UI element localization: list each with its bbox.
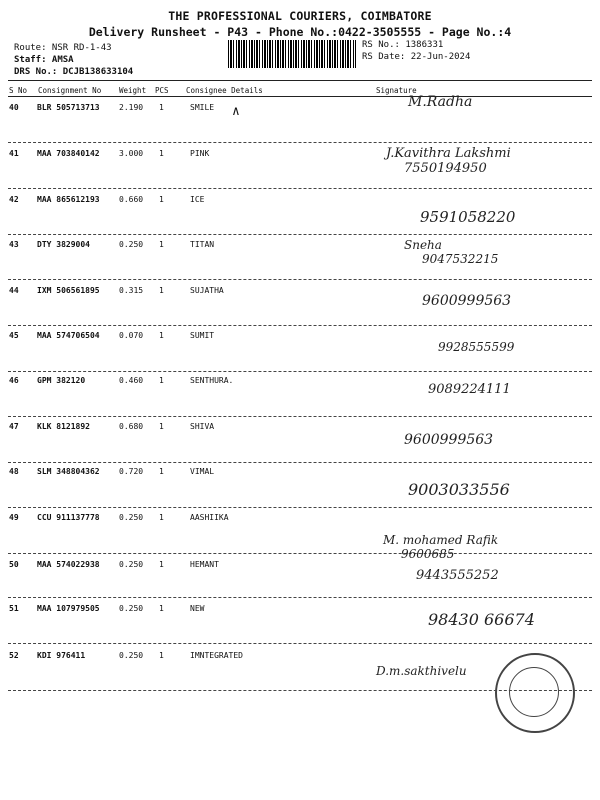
signature-phone: 9928555599 [438,340,515,354]
signature-phone: 9600999563 [422,293,512,309]
row-pcs: 1 [159,651,164,660]
row-sno: 50 [9,560,19,569]
table-row [0,467,600,511]
row-consignment: MAA 574022938 [37,560,100,569]
row-weight: 0.250 [119,240,144,249]
row-weight: 0.720 [119,467,144,476]
table-top-border [8,80,592,81]
row-weight: 0.250 [119,651,144,660]
row-consignment: KDI 976411 [37,651,86,660]
signature-phone: 98430 66674 [428,610,535,629]
row-sno: 43 [9,240,19,249]
table-row [0,422,600,466]
handwritten-signature [376,664,467,678]
row-weight: 0.460 [119,376,144,385]
signature-phone: 9089224111 [428,382,511,397]
row-pcs: 1 [159,467,164,476]
row-pcs: 1 [159,376,164,385]
signature-phone: 7550194950 [404,161,487,176]
row-separator [8,279,592,280]
row-sno: 45 [9,331,19,340]
row-weight: 0.250 [119,513,144,522]
runsheet-subtitle: Delivery Runsheet - P43 - Phone No.:0422-3505555 - Page No.:4 [88,25,512,39]
row-consignment: MAA 865612193 [37,195,100,204]
col-weight: Weight [119,86,147,95]
row-pcs: 1 [159,103,164,112]
row-consignment: MAA 703840142 [37,149,100,158]
row-pcs: 1 [159,604,164,613]
signature-name: J.Kavithra Lakshmi [386,146,511,161]
row-pcs: 1 [159,422,164,431]
row-consignee: SHIVA [190,422,215,431]
signature-phone: 9600685 [401,547,455,561]
row-consignment: IXM 506561895 [37,286,100,295]
row-consignment: MAA 107979505 [37,604,100,613]
row-consignment: MAA 574706504 [37,331,100,340]
row-consignee: PINK [190,149,210,158]
row-sno: 41 [9,149,19,158]
handwritten-signature [410,382,511,397]
col-consignment: Consignment No [38,86,102,95]
row-consignee: ICE [190,195,205,204]
row-pcs: 1 [159,331,164,340]
signature-phone: 9047532215 [422,252,499,266]
row-sno: 47 [9,422,19,431]
row-pcs: 1 [159,195,164,204]
row-sno: 51 [9,604,19,613]
handwritten-signature [390,480,510,499]
row-consignment: KLK 8121892 [37,422,90,431]
row-pcs: 1 [159,513,164,522]
row-consignee: VIMAL [190,467,215,476]
row-separator [8,507,592,508]
row-separator [8,325,592,326]
handwritten-signature [404,293,511,309]
row-consignee: SUJATHA [190,286,224,295]
row-consignee: IMNTEGRATED [190,651,243,660]
signature-phone: 9003033556 [408,480,510,499]
row-sno: 42 [9,195,19,204]
row-sno: 40 [9,103,19,112]
row-separator [8,553,592,554]
row-consignee: SUMIT [190,331,215,340]
row-consignee: SMILE [190,103,215,112]
row-sno: 48 [9,467,19,476]
table-row [0,513,600,557]
pen-mark: ∧ [232,104,240,119]
row-sno: 46 [9,376,19,385]
row-consignment: BLR 505713713 [37,103,100,112]
row-consignee: HEMANT [190,560,219,569]
row-separator [8,597,592,598]
row-sno: 44 [9,286,19,295]
barcode [228,40,356,68]
col-sno: S No [9,86,28,95]
signature-name: Sneha [404,238,442,252]
row-consignment: CCU 911137778 [37,513,100,522]
handwritten-signature [404,238,498,266]
rs-date: RS Date: 22-Jun-2024 [362,52,471,62]
row-consignment: DTY 3829004 [37,240,90,249]
handwritten-signature [386,146,511,176]
table-row [0,240,600,284]
row-separator [8,462,592,463]
signature-phone: 9443555252 [416,568,499,583]
col-signature: Signature [376,86,417,95]
row-weight: 0.315 [119,286,144,295]
col-pcs: PCS [155,86,169,95]
row-weight: 0.680 [119,422,144,431]
signature-name: M.Radha [408,94,473,110]
row-pcs: 1 [159,240,164,249]
table-row [0,103,600,147]
row-weight: 3.000 [119,149,144,158]
row-pcs: 1 [159,286,164,295]
handwritten-signature [410,610,535,629]
handwritten-signature [408,94,472,110]
handwritten-signature [386,432,493,448]
rs-number: RS No.: 1386331 [362,40,444,50]
company-stamp [495,653,575,733]
row-pcs: 1 [159,560,164,569]
row-separator [8,416,592,417]
signature-phone: 9600999563 [404,432,494,448]
row-weight: 0.660 [119,195,144,204]
company-name: THE PROFESSIONAL COURIERS, COIMBATORE [168,9,432,23]
row-separator [8,188,592,189]
signature-name: M. mohamed Rafik [383,533,499,547]
route-label: Route: NSR RD-1-43 [14,43,112,53]
row-consignee: SENTHURA. [190,376,234,385]
row-sno: 52 [9,651,19,660]
row-consignment: GPM 382120 [37,376,86,385]
row-weight: 2.190 [119,103,144,112]
drs-number: DRS No.: DCJB138633104 [14,67,134,77]
table-header-border [8,96,592,97]
row-weight: 0.250 [119,560,144,569]
row-separator [8,142,592,143]
handwritten-signature [383,533,498,561]
row-consignment: SLM 348804362 [37,467,100,476]
staff-label: Staff: AMSA [14,55,74,65]
handwritten-signature [402,208,515,226]
row-consignee: NEW [190,604,205,613]
col-consignee: Consignee Details [186,86,263,95]
signature-name: D.m.sakthivelu [376,664,467,678]
row-weight: 0.070 [119,331,144,340]
row-pcs: 1 [159,149,164,158]
row-weight: 0.250 [119,604,144,613]
signature-phone: 9591058220 [420,208,516,226]
row-separator [8,643,592,644]
row-separator [8,234,592,235]
row-separator [8,371,592,372]
handwritten-signature [398,568,499,583]
row-sno: 49 [9,513,19,522]
row-consignee: AASHIIKA [190,513,229,522]
row-consignee: TITAN [190,240,215,249]
handwritten-signature [420,340,514,354]
